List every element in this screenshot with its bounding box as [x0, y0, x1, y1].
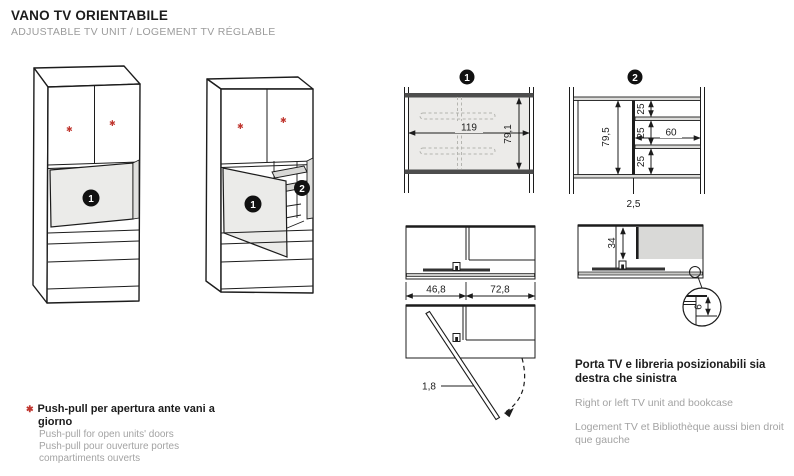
svg-text:72,8: 72,8 — [490, 284, 510, 296]
dim-comp2 — [636, 121, 651, 145]
tv-panel-top — [592, 268, 665, 271]
positioning-en: Right or left TV unit and bookcase — [575, 397, 733, 409]
svg-text:25: 25 — [636, 127, 647, 139]
badge-2 — [294, 180, 310, 196]
door-star-icon: ✱ — [237, 122, 244, 131]
dim-left — [407, 285, 466, 297]
detail-circle — [683, 288, 721, 326]
pivot-hinge — [453, 334, 460, 342]
svg-text:46,8: 46,8 — [426, 284, 446, 296]
carcass — [406, 305, 535, 358]
push-pull-en: Push-pull for open units' doors — [39, 429, 174, 440]
center-divider — [632, 101, 635, 175]
door-star-icon: ✱ — [109, 119, 116, 128]
badge-1 — [83, 190, 100, 207]
dim-comp3 — [636, 149, 651, 174]
badge-1 — [245, 196, 262, 213]
dim-right — [467, 285, 535, 297]
door-star-icon: ✱ — [280, 116, 287, 125]
svg-text:119: 119 — [461, 122, 477, 134]
bookcase-side — [636, 227, 639, 259]
svg-text:1,8: 1,8 — [422, 381, 436, 393]
svg-text:6: 6 — [693, 304, 705, 310]
positioning-note — [575, 358, 794, 447]
door-star-icon: ✱ — [66, 125, 73, 134]
positioning-it: Porta TV e libreria posizionabili sia destra che sinistra — [575, 359, 766, 385]
svg-text:34: 34 — [607, 237, 618, 249]
plan-view-bookcase — [565, 222, 730, 334]
positioning-fr: Logement TV et Bibliothèque aussi bien droit que gauche — [575, 421, 784, 446]
page-header — [11, 8, 276, 38]
page-subtitle: ADJUSTABLE TV UNIT / LOGEMENT TV RÉGLABLE — [11, 26, 276, 38]
badge-1 — [460, 70, 475, 85]
svg-text:1: 1 — [88, 193, 94, 205]
bottom-rail — [405, 170, 534, 175]
push-pull-it: Push-pull per apertura ante vani a giorno — [37, 403, 215, 428]
dim-thickness — [422, 382, 474, 393]
svg-text:2: 2 — [299, 183, 305, 195]
iso-cabinet-open — [194, 58, 326, 308]
bookcase-top — [639, 227, 703, 259]
page-title: VANO TV ORIENTABILE — [11, 8, 169, 23]
iso-cabinet-closed — [20, 58, 152, 308]
top-rail — [405, 93, 534, 98]
detail-leader — [698, 277, 702, 288]
dim-depth — [607, 228, 623, 259]
plan-view-open — [400, 300, 540, 434]
dim-height-79-5 — [601, 101, 618, 174]
svg-text:1: 1 — [464, 72, 470, 84]
dim-comp1 — [636, 101, 651, 117]
shelf-view-diagram — [560, 66, 725, 216]
badge-2 — [628, 70, 643, 85]
plan-view-closed — [400, 222, 540, 306]
base-strip — [579, 272, 703, 275]
svg-text:1: 1 — [250, 199, 256, 211]
pivot-hinge — [453, 263, 460, 271]
push-pull-fr: Push-pull pour ouverture portes compartiments ouverts — [39, 441, 180, 464]
rotation-arrow — [504, 358, 525, 418]
svg-text:2: 2 — [632, 72, 638, 84]
push-pull-note — [25, 403, 237, 465]
front-view-diagram — [398, 66, 540, 206]
svg-text:2,5: 2,5 — [626, 199, 641, 210]
note-title-row — [26, 403, 237, 429]
svg-text:79,5: 79,5 — [601, 127, 612, 147]
svg-text:25: 25 — [636, 155, 647, 168]
svg-text:25: 25 — [636, 103, 647, 115]
svg-text:60: 60 — [665, 127, 677, 139]
pivot-hinge — [619, 261, 626, 269]
dim-divider-thickness — [627, 178, 641, 210]
svg-text:79,1: 79,1 — [503, 124, 514, 144]
star-bullet-icon: ✱ — [26, 404, 34, 414]
base-strip — [407, 274, 535, 277]
